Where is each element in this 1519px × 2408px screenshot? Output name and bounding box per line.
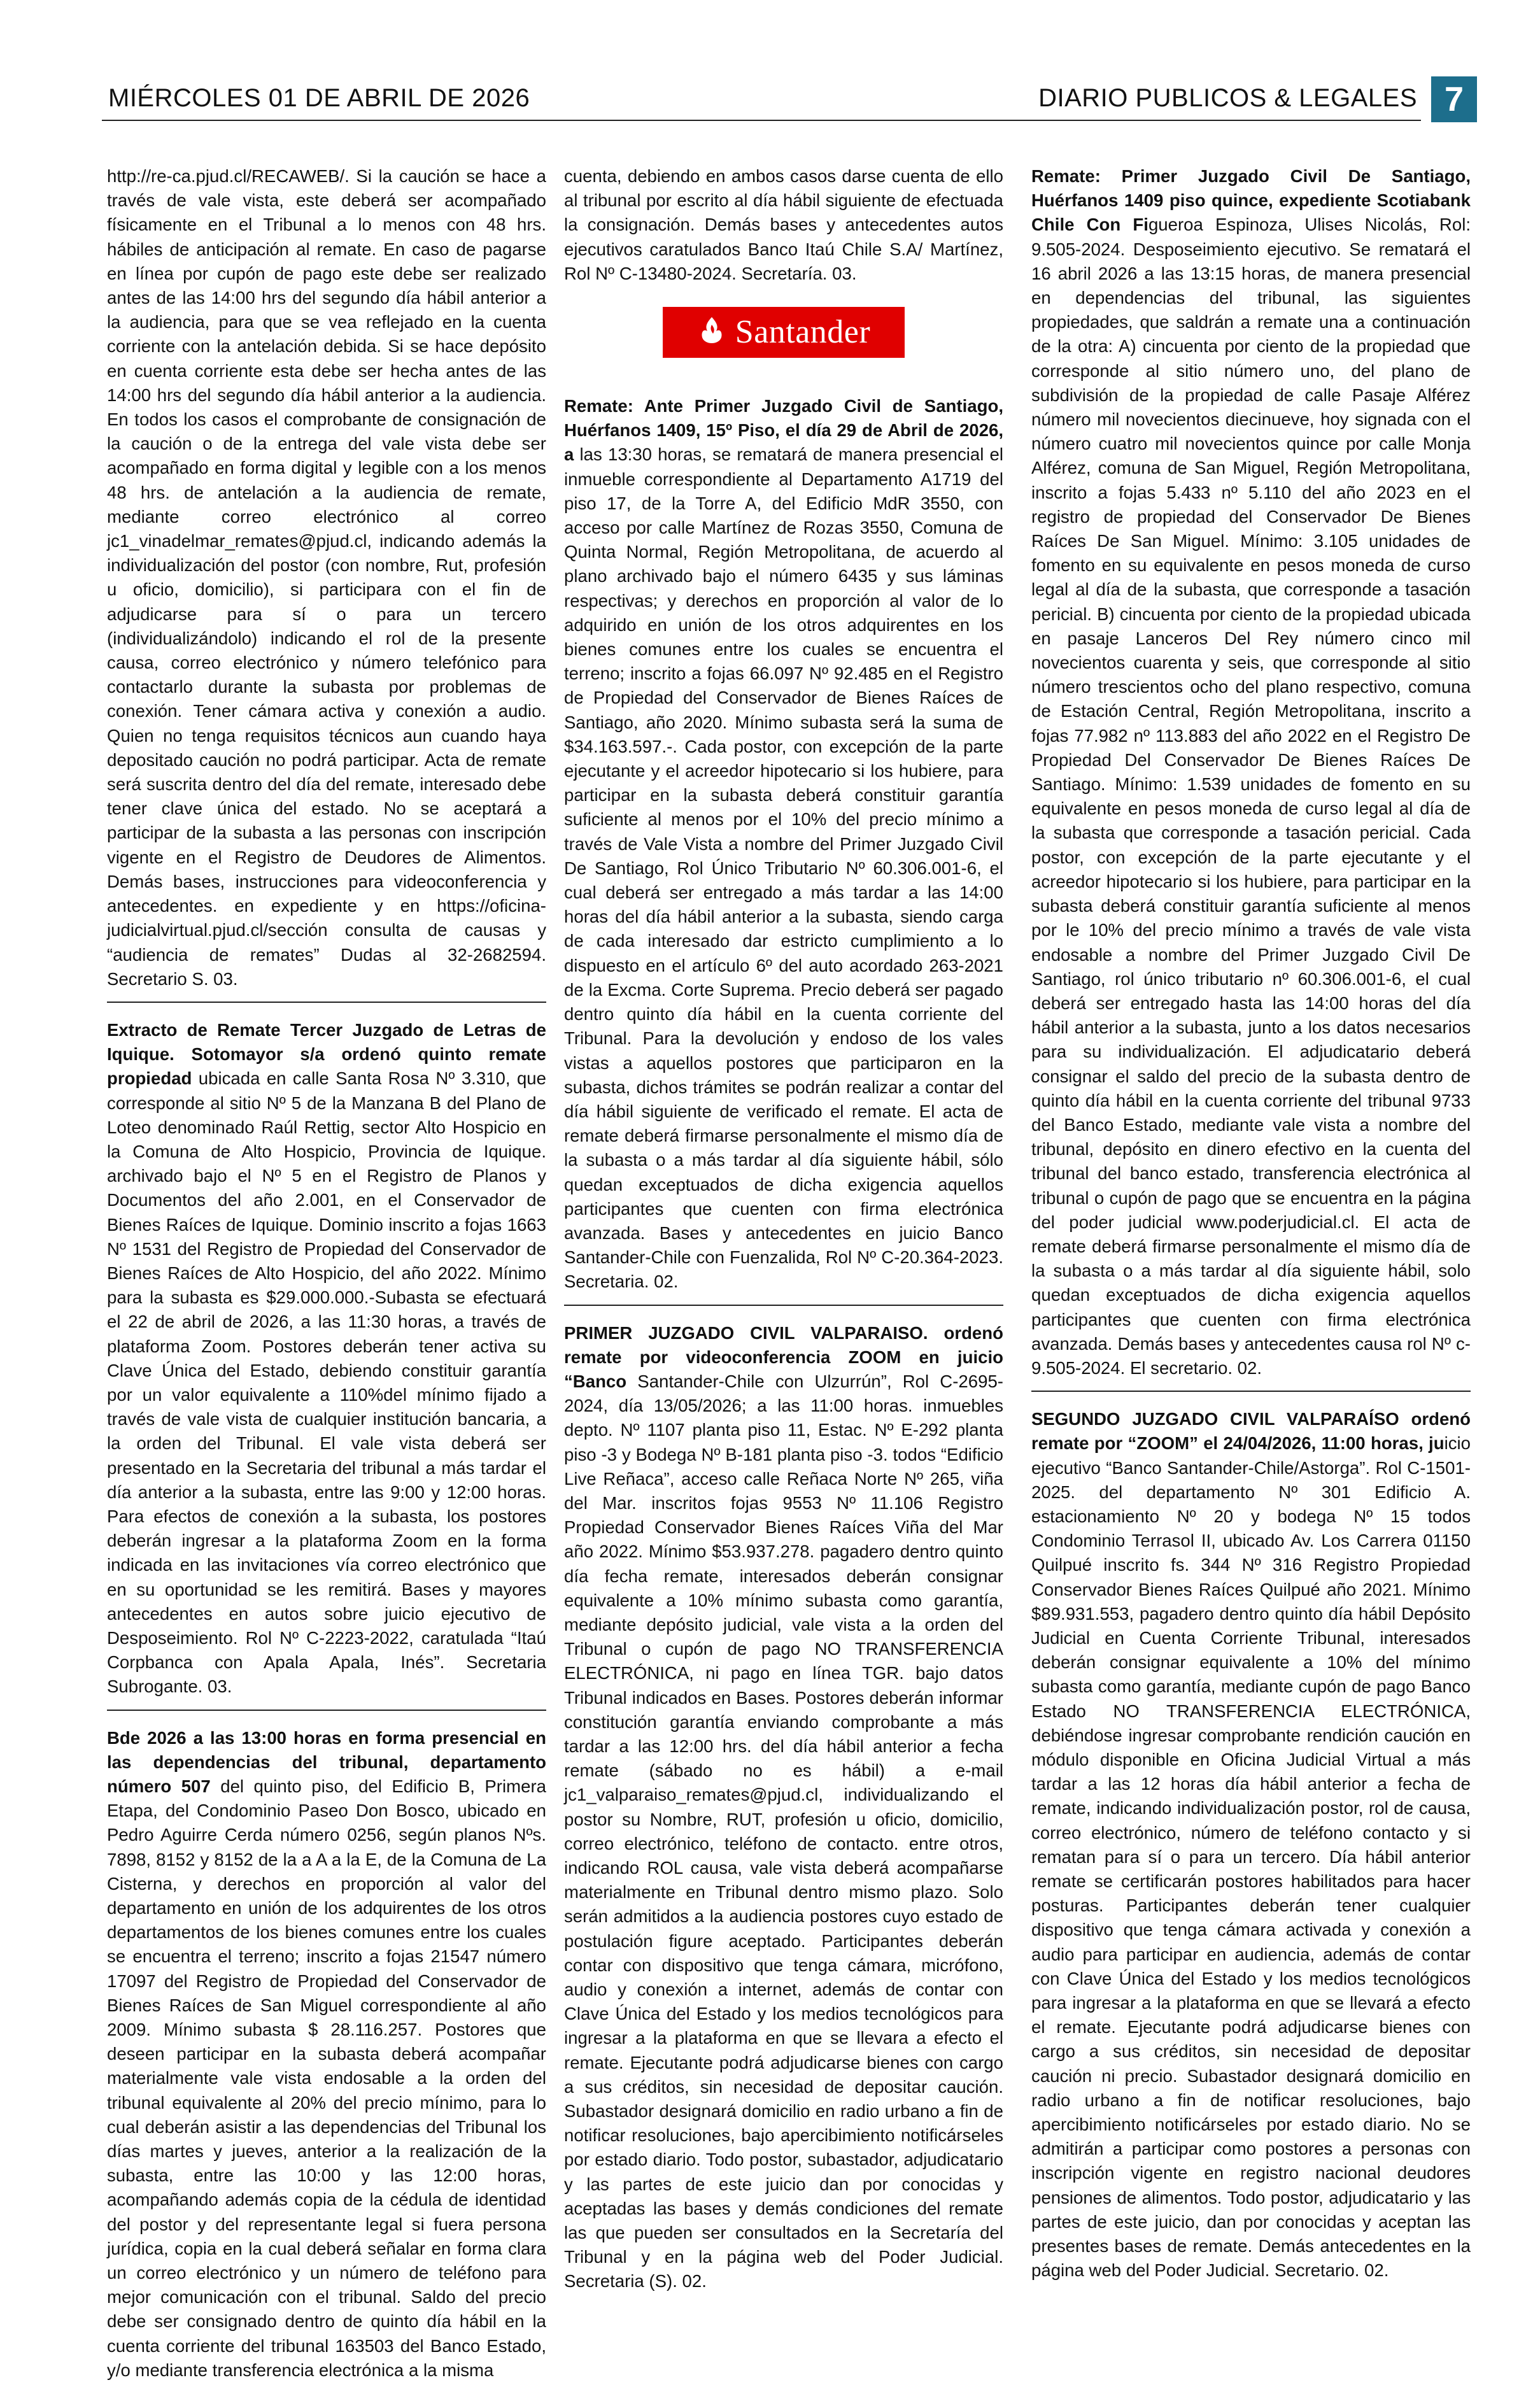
column-3 — [1031, 164, 1471, 2308]
notice-scotiabank — [1031, 164, 1471, 1392]
notice-body: icio ejecutivo “Banco Santander-Chile/Astorga”. Rol C-1501-2025. del departamento Nº 301 Edificio A. estacionamiento Nº 20 y bodega Nº 15 todos Condominio Terrasol II, ubicado Av. Los Carrera 01150 Quilpué inscrito fs. 344 Nº 316 Registro Propiedad Conservador Bienes Raíces Quilpué año 2021. Mínimo $89.931.553, pagadero dentro quinto día hábil Depósito Judicial en Cuenta Corriente Tribunal, interesados deberán consignar equivalente a 10% del mínimo subasta como garantía, mediante cupón de pago Banco Estado NO TRANSFERENCIA ELECTRÓNICA, debiéndose ingresar comprobante rendición caución en módulo disponible en Oficina Judicial Virtual a más tardar a las 12 horas día hábil anterior a fecha de remate, indicando individualización postor, rol de causa, correo electrónico, número de teléfono contacto y si rematan para sí o para un tercero. Día hábil anterior remate se certificarán postores habilitados para hacer posturas. Participantes deberán tener cualquier dispositivo que tenga cámara activada y conexión a audio para participar en audiencia, además de contar con Clave Única del Estado y los medios tecnológicos para ingresar a la plataforma en que se llevará a efecto el remate. Ejecutante podrá adjudicarse bienes con cargo a sus créditos, sin necesidad de depositar caución ni precio. Subastador designará domicilio en radio urbano a fin de notificar resoluciones, bajo apercibimiento notificárseles por estado diario. No se admitirán a participar como postores a personas con inscripción vigente en registro nacional deudores pensiones de alimentos. Todo postor, adjudicatario y las partes de este juicio, dan por conocidas y aceptan las presentes bases de remate. Demás antecedentes en la página web del Poder Judicial. Secretario. 02. — [1031, 1433, 1471, 2281]
notice-body: las 13:30 horas, se rematará de manera presencial el inmueble correspondiente al Departamento A1719 del piso 17, de la Torre A, del Edificio MdR 3550, con acceso por calle Martínez de Rozas 3550, Comuna de Quinta Normal, Región Metropolitana, de acuerdo al plano archivado bajo el número 6435 y sus láminas respectivas; y derechos en proporción al valor de lo adquirido en unión de los otros adquirentes en los bienes comunes entre los cuales se encuentra el terreno; inscrito a fojas 66.097 Nº 92.485 en el Registro de Propiedad del Conservador de Bienes Raíces de Santiago, año 2020. Mínimo subasta será la suma de $34.163.597.-. Cada postor, con excepción de la parte ejecutante y el acreedor hipotecario si los hubiere, para participar en la subasta deberá constituir garantía suficiente al menos por el 10% del precio mínimo a través de Vale Vista a nombre del Primer Juzgado Civil De Santiago, Rol Único Tributario Nº 60.306.001-6, el cual deberá ser entregado a más tardar a las 14:00 horas del día hábil anterior a la subasta, siendo carga de cada interesado dar estricto cumplimiento a lo dispuesto en el artículo 6º del auto acordado 263-2021 de la Excma. Corte Suprema. Precio deberá ser pagado dentro quinto día hábil en la cuenta corriente del Tribunal. Para la devolución y endoso de los vales vistas a aquellos postores que participaron en la subasta, dichos trámites se podrán realizar a contar del día hábil siguiente de verificado el remate. El acta de remate deberá firmarse personalmente el mismo día de la subasta o a más tardar al día siguiente hábil, sólo quedan exceptuados de dicha exigencia aquellos participantes que cuenten con firma electrónica avanzada. Bases y antecedentes en juicio Banco Santander-Chile con Fuenzalida, Rol Nº C-20.364-2023. Secretaria. 02. — [564, 444, 1003, 1292]
notice-text — [1031, 164, 1471, 1380]
notice-text — [564, 394, 1003, 1294]
notice-continuation — [107, 164, 546, 1003]
page-number: 7 — [1431, 76, 1477, 122]
notice-body: Santander-Chile con Ulzurrún”, Rol C-2695-2024, día 13/05/2026; a las 11:00 horas. inmuebles depto. Nº 1107 planta piso 11, Estac. Nº E-292 planta piso -3 y Bodega Nº B-181 planta piso -3. todos “Edificio Live Reñaca”, acceso calle Reñaca Norte Nº 265, viña del Mar. inscritos fojas 9553 Nº 11.106 Registro Propiedad Conservador Bienes Raíces Viña del Mar año 2022. Mínimo $53.937.278. pagadero dentro quinto día fecha remate, interesados deberán consignar equivalente a 10% mínimo subasta como garantía, mediante depósito judicial, vale vista a la orden del Tribunal o cupón de pago NO TRANSFERENCIA ELECTRÓNICA, ni pago en línea TGR. bajo datos Tribunal indicados en Bases. Postores deberán informar constitución garantía enviando comprobante a más tardar a las 12:00 hrs. del día hábil anterior a fecha remate (sábado no es hábil) a e-mail jc1_valparaiso_remates@pjud.cl, individualizando el postor su Nombre, RUT, profesión u oficio, domicilio, correo electrónico, teléfono de contacto. entre otros, indicando ROL causa, vale vista deberá acompañarse materialmente en Tribunal dentro mismo plazo. Solo serán admitidos a la audiencia postores cuyo estado de postulación figure aceptado. Participantes deberán contar con dispositivo que tenga cámara, micrófono, audio y conexión a internet, además de contar con Clave Única del Estado y los medios tecnológicos para ingresar a la plataforma en que se llevara a efecto el remate. Ejecutante podrá adjudicarse bienes con cargo a sus créditos, sin necesidad de depositar caución. Subastador designará domicilio en radio urbano a fin de notificar resoluciones, bajo apercibimiento notificárseles por estado diario. Todo postor, subastador, adjudicatario y las partes de este juicio dan por conocidas y aceptadas las bases y demás condiciones del remate las que pueden ser consultados en la Secretaría del Tribunal y en la página web del Poder Judicial. Secretaria (S). 02. — [564, 1371, 1003, 2291]
notice-body: gueroa Espinoza, Ulises Nicolás, Rol: 9.505-2024. Desposeimiento ejecutivo. Se rematará el 16 abril 2026 a las 13:15 horas, de manera presencial en dependencias del tribunal, las siguientes propiedades, que saldrán a remate una a continuación de la otra: A) cincuenta por ciento de la propiedad que corresponde al sitio número uno, del plano de subdivisión de la propiedad de calle Pasaje Alférez número mil novecientos diecinueve, hoy signada con el número cuatro mil novecientos quince por calle Monja Alférez, comuna de San Miguel, Región Metropolitana, inscrito a fojas 5.433 nº 5.110 del año 2023 en el registro de propiedad del Conservador De Bienes Raíces De San Miguel. Mínimo: 3.105 unidades de fomento en su equivalente en pesos moneda de curso legal al día de la subasta, que corresponde a tasación pericial. B) cincuenta por ciento de la propiedad ubicada en pasaje Lanceros Del Rey número cinco mil novecientos cuarenta y seis, que corresponde al sitio número trescientos ocho del plano respectivo, comuna de Estación Central, Región Metropolitana, inscrito a fojas 77.982 nº 113.883 del año 2022 en el Registro De Propiedad Del Conservador De Bienes Raíces De Santiago. Mínimo: 1.539 unidades de fomento en su equivalente en pesos moneda de curso legal al día de la subasta que corresponde a tasación pericial. Cada postor, con excepción de la parte ejecutante y el acreedor hipotecario si los hubiere, para participar en la subasta deberá constituir garantía suficiente al menos por le 10% del precio mínimo a través de vale vista endosable a nombre del Primer Juzgado Civil De Santiago, rol único tributario nº 60.306.001-6, el cual deberá ser entregado hasta las 14:00 horas del día hábil anterior a la subasta, junto a los datos necesarios para su individualización. El adjudicatario deberá consignar el saldo del precio de la subasta dentro de quinto día hábil en la cuenta corriente del tribunal 9733 del Banco Estado, mediante vale vista a nombre del tribunal, depósito en dinero efectivo en la cuenta del tribunal del banco estado, transferencia electrónica al tribunal o cupón de pago que se encuentra en la página del poder judicial www.poderjudicial.cl. El acta de remate deberá firmarse personalmente el mismo día de la subasta o a más tardar al día siguiente hábil, solo quedan exceptuados de dicha exigencia aquellos participantes que cuenten con firma electrónica avanzada. Demás bases y antecedentes causa rol Nº c-9.505-2024. El secretario. 02. — [1031, 215, 1471, 1378]
notice-quinta-normal — [564, 394, 1003, 1306]
notice-lead: Remate: Ante Primer Juzgado Civil de Santiago, Huérfanos 1409, 15º Piso, el día 29 de Abril de 2026, a — [564, 396, 1003, 465]
notice-lead: Bde 2026 a las 13:00 horas en forma presencial en las dependencias del tribunal, departamento número 507 — [107, 1727, 546, 1796]
page-header — [102, 76, 1477, 125]
notice-iquique — [107, 1018, 546, 1711]
issue-date: MIÉRCOLES 01 DE ABRIL DE 2026 — [108, 84, 530, 112]
santander-logo-box — [663, 307, 905, 358]
notice-la-cisterna — [107, 1726, 546, 2393]
notice-lead: Extracto de Remate Tercer Juzgado de Letras de Iquique. Sotomayor s/a ordenó quinto remate propiedad — [107, 1019, 546, 1089]
notice-body: del quinto piso, del Edificio B, Primera Etapa, del Condominio Paseo Don Bosco, ubicado en Pedro Aguirre Cerda número 0256, según planos Nºs. 7898, 8152 y 8152 de la a A a la E, de la Comuna de La Cisterna, y derechos en proporción al valor del departamento en unión de los adquirentes de los otros departamentos de los bienes comunes entre los cuales se encuentra el terreno; inscrito a fojas 21547 número 17097 del Registro de Propiedad del Conservador de Bienes Raíces de San Miguel correspondiente al año 2009. Mínimo subasta $ 28.116.257. Postores que deseen participar en la subasta deberá acompañar materialmente vale vista endosable a la orden del tribunal equivalente al 20% del precio mínimo, para lo cual deberán asistir a las dependencias del Tribunal los días martes y jueves, anterior a la realización de la subasta, entre las 10:00 y las 12:00 horas, acompañando además copia de la cédula de identidad del postor y del representante legal si fuera persona jurídica, copia en la cual deberá señalar en forma clara un correo electrónico y un número de teléfono para mejor comunicación con el tribunal. Saldo del precio debe ser consignado dentro de quinto día hábil en la cuenta corriente del tribunal 163503 del Banco Estado, y/o mediante transferencia electrónica a la misma — [107, 1776, 546, 2380]
santander-flame-icon — [697, 316, 726, 349]
notice-text — [107, 1726, 546, 2383]
notice-body: ubicada en calle Santa Rosa Nº 3.310, que corresponde al sitio Nº 5 de la Manzana B del Plano de Loteo denominado Raúl Rettig, sector Alto Hospicio en la Comuna de Alto Hospicio, Provincia de Iquique. archivado bajo el Nº 5 en el Registro de Planos y Documentos del año 2.001, en el Conservador de Bienes Raíces de Iquique. Dominio inscrito a fojas 1663 Nº 1531 del Registro de Propiedad del Conservador de Bienes Raíces de Alto Hospicio, del año 2022. Mínimo para la subasta es $29.000.000.-Subasta se efectuará el 22 de abril de 2026, a las 11:30 horas, a través de plataforma Zoom. Postores deberán tener activa su Clave Única del Estado, debiendo constituir garantía por un valor equivalente a 110%del mínimo fijado a través de vale vista de cualquier institución bancaria, a la orden del Tribunal. El vale vista deberá ser presentado en la Secretaria del tribunal a más tardar el día anterior a la subasta, entre las 9:00 y 12:00 horas. Para efectos de conexión a la subasta, los postores deberán ingresar a la plataforma Zoom en la forma indicada en las invitaciones vía correo electrónico que en su oportunidad se les remitirá. Bases y mayores antecedentes en autos sobre juicio ejecutivo de Desposeimiento. Rol Nº C-2223-2022, caratulada “Itaú Corpbanca con Apala Apala, Inés”. Secretaria Subrogante. 03. — [107, 1068, 546, 1697]
notice-text — [107, 164, 546, 991]
notice-valparaiso-2 — [1031, 1407, 1471, 2293]
notice-text — [564, 164, 1003, 286]
notice-text — [564, 1321, 1003, 2294]
column-1 — [107, 164, 546, 2408]
santander-logo — [564, 295, 1003, 370]
notice-text — [107, 1018, 546, 1699]
notice-lead: PRIMER JUZGADO CIVIL VALPARAISO. ordenó remate por videoconferencia ZOOM en juicio “Banco — [564, 1322, 1003, 1391]
santander-logo-text: Santander — [735, 313, 871, 350]
notice-body: cuenta, debiendo en ambos casos darse cuenta de ello al tribunal por escrito al día hábil siguiente de efectuada la consignación. Demás bases y antecedentes autos ejecutivos caratulados Banco Itaú Chile S.A/ Martínez, Rol Nº C-13480-2024. Secretaría. 03. — [564, 166, 1003, 283]
notice-body: http://re-ca.pjud.cl/RECAWEB/. Si la caución se hace a través de vale vista, este deberá ser acompañado físicamente en el Tribunal a lo menos con 48 hrs. hábiles de anticipación al remate. En caso de pagarse en línea por cupón de pago este debe ser realizado antes de las 14:00 hrs del segundo día hábil anterior a la audiencia, para que se vea reflejado en la cuenta corriente con la antelación debida. Si se hace depósito en cuenta corriente esta debe ser hecha antes de las 14:00 hrs del segundo día hábil anterior a la audiencia. En todos los casos el comprobante de consignación de la caución o de la entrega del vale vista debe ser acompañado en forma digital y legible con a los menos 48 hrs. de antelación a la audiencia de remate, mediante correo electrónico al correo jc1_vinadelmar_remates@pjud.cl, indicando además la individualización del postor (con nombre, Rut, profesión u oficio, domicilio), si participara con el fin de adjudicarse para sí o para un tercero (individualizándolo) indicando el rol de la presente causa, correo electrónico y número telefónico para contactarlo durante la subasta por problemas de conexión. Tener cámara activa y conexión a audio. Quien no tenga requisitos técnicos aun cuando haya depositado caución no podrá participar. Acta de remate será suscrita dentro del día del remate, interesado debe tener clave única del estado. No se aceptará a participar de la subasta a las personas con inscripción vigente en el Registro de Deudores de Alimentos. Demás bases, instrucciones para videoconferencia y antecedentes. en expediente y en https://oficina-judicialvirtual.pjud.cl/sección consulta de causas y “audiencia de remates” Dudas al 32-2682594. Secretario S. 03. — [107, 166, 546, 989]
notice-text — [1031, 1407, 1471, 2283]
publication-title: DIARIO PUBLICOS & LEGALES — [1038, 84, 1417, 112]
notice-lead: Remate: Primer Juzgado Civil De Santiago, Huérfanos 1409 piso quince, expediente Scotiabank Chile Con Fi — [1031, 166, 1471, 235]
column-2 — [564, 164, 1003, 2319]
notice-continuation — [564, 164, 1003, 286]
notice-lead: SEGUNDO JUZGADO CIVIL VALPARAÍSO ordenó remate por “ZOOM” el 24/04/2026, 11:00 horas, ju — [1031, 1409, 1471, 1454]
notice-valparaiso-1 — [564, 1321, 1003, 2304]
header-rule — [102, 120, 1421, 121]
